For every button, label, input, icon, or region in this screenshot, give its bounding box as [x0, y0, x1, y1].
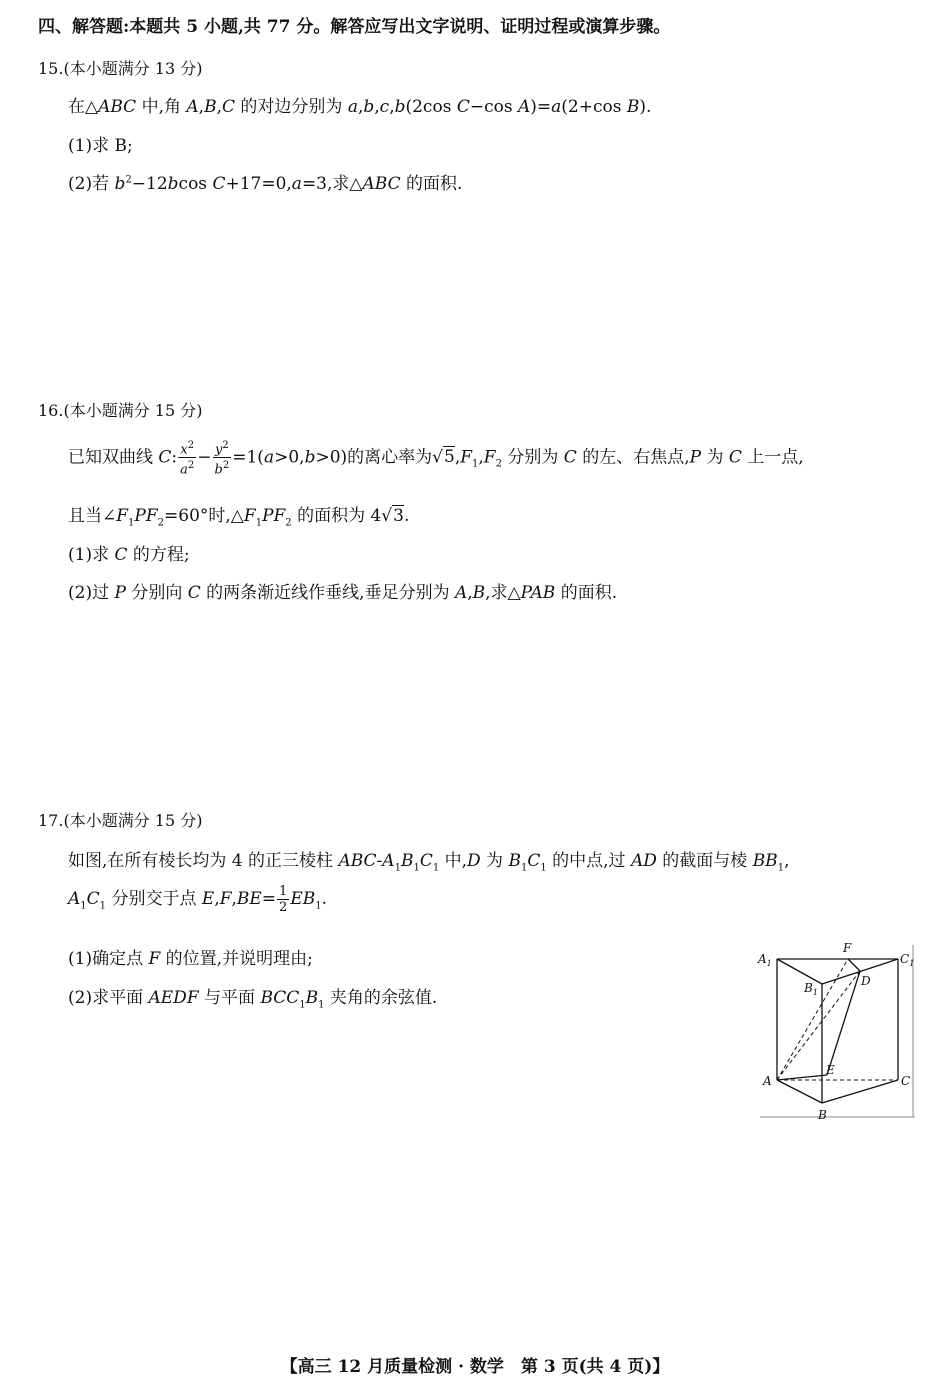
q17-stem-line1: 如图,在所有棱长均为 4 的正三棱柱 ABC-$A_1B_1C_1$ 中,D 为 $B_1C_1$ 的中点,过 AD 的截面与棱 $BB_1$, [68, 851, 790, 874]
q15-stem: 在△ABC 中,角 A,B,C 的对边分别为 a,b,c,b(2cos C−cos A)=a(2+cos B). [68, 97, 652, 117]
q15-number: 15. [38, 59, 64, 78]
q17-score: (本小题满分 15 分) [63, 811, 203, 830]
section-header: 四、解答题:本题共 5 小题,共 77 分。解答应写出文字说明、证明过程或演算步骤。 [38, 17, 671, 37]
q15-part2: (2)若 $b^2-12bcos$ C+17=0,a=3,求△ABC 的面积. [68, 174, 463, 194]
label-C: C [901, 1074, 911, 1088]
label-E: E [826, 1063, 835, 1077]
q16-stem-line1: 已知双曲线 C: $\frac{x^2}{a^2}$ − $\frac{y^2}{b^2}$ =1(a>0,b>0)的离心率为$√5,F_1,F_2$ 分别为 C 的左、右焦点,P 为 C 上一点, [68, 440, 804, 478]
frac-x2-a2: $\frac{x^2}{a^2}$ [180, 440, 195, 478]
frac-y2-b2: $\frac{y^2}{b^2}$ [214, 440, 230, 478]
q16-part2: (2)过 P 分别向 C 的两条渐近线作垂线,垂足分别为 A,B,求△PAB 的面积. [68, 583, 618, 603]
q15-score: (本小题满分 13 分) [63, 59, 203, 78]
q17-part1: (1)确定点 F 的位置,并说明理由; [68, 949, 313, 969]
prism-figure [750, 935, 920, 1125]
q15-heading [38, 56, 202, 79]
q16-score: (本小题满分 15 分) [63, 401, 203, 420]
label-C1: $C_1$ [900, 952, 915, 968]
page-footer: 【高三 12 月质量检测 · 数学 第 3 页(共 4 页)】 [280, 1357, 670, 1377]
label-A: A [763, 1074, 772, 1088]
q15-part2-label: (2) [68, 174, 93, 194]
q17-stem-line2: $A_1C_1$ 分别交于点 E,F,BE= $\frac{1}{2}$ $EB_1$. [68, 884, 328, 915]
label-B: B [818, 1108, 827, 1122]
q16-stem-line2: 且当$\angle F_1PF_2=60^\circ$时$,\triangle F_1PF_2$ 的面积为 4√3. [68, 506, 410, 529]
q17-number: 17. [38, 811, 64, 830]
label-B1: $B_1$ [804, 981, 818, 997]
q15-part1: (1)求 B; [68, 136, 133, 156]
q16-heading [38, 398, 202, 421]
q16-part1: (1)求 C 的方程; [68, 545, 190, 565]
q16-number: 16. [38, 401, 64, 420]
label-A1: $A_1$ [758, 952, 772, 968]
label-D: D [861, 974, 871, 988]
frac-one-half: $\frac{1}{2}$ [279, 884, 288, 915]
q17-part2-label: (2) [68, 988, 93, 1008]
q17-part2: (2)求平面 AEDF 与平面 $BCC_1B_1$ 夹角的余弦值. [68, 988, 438, 1011]
label-F: F [843, 941, 852, 955]
q17-heading [38, 808, 202, 831]
